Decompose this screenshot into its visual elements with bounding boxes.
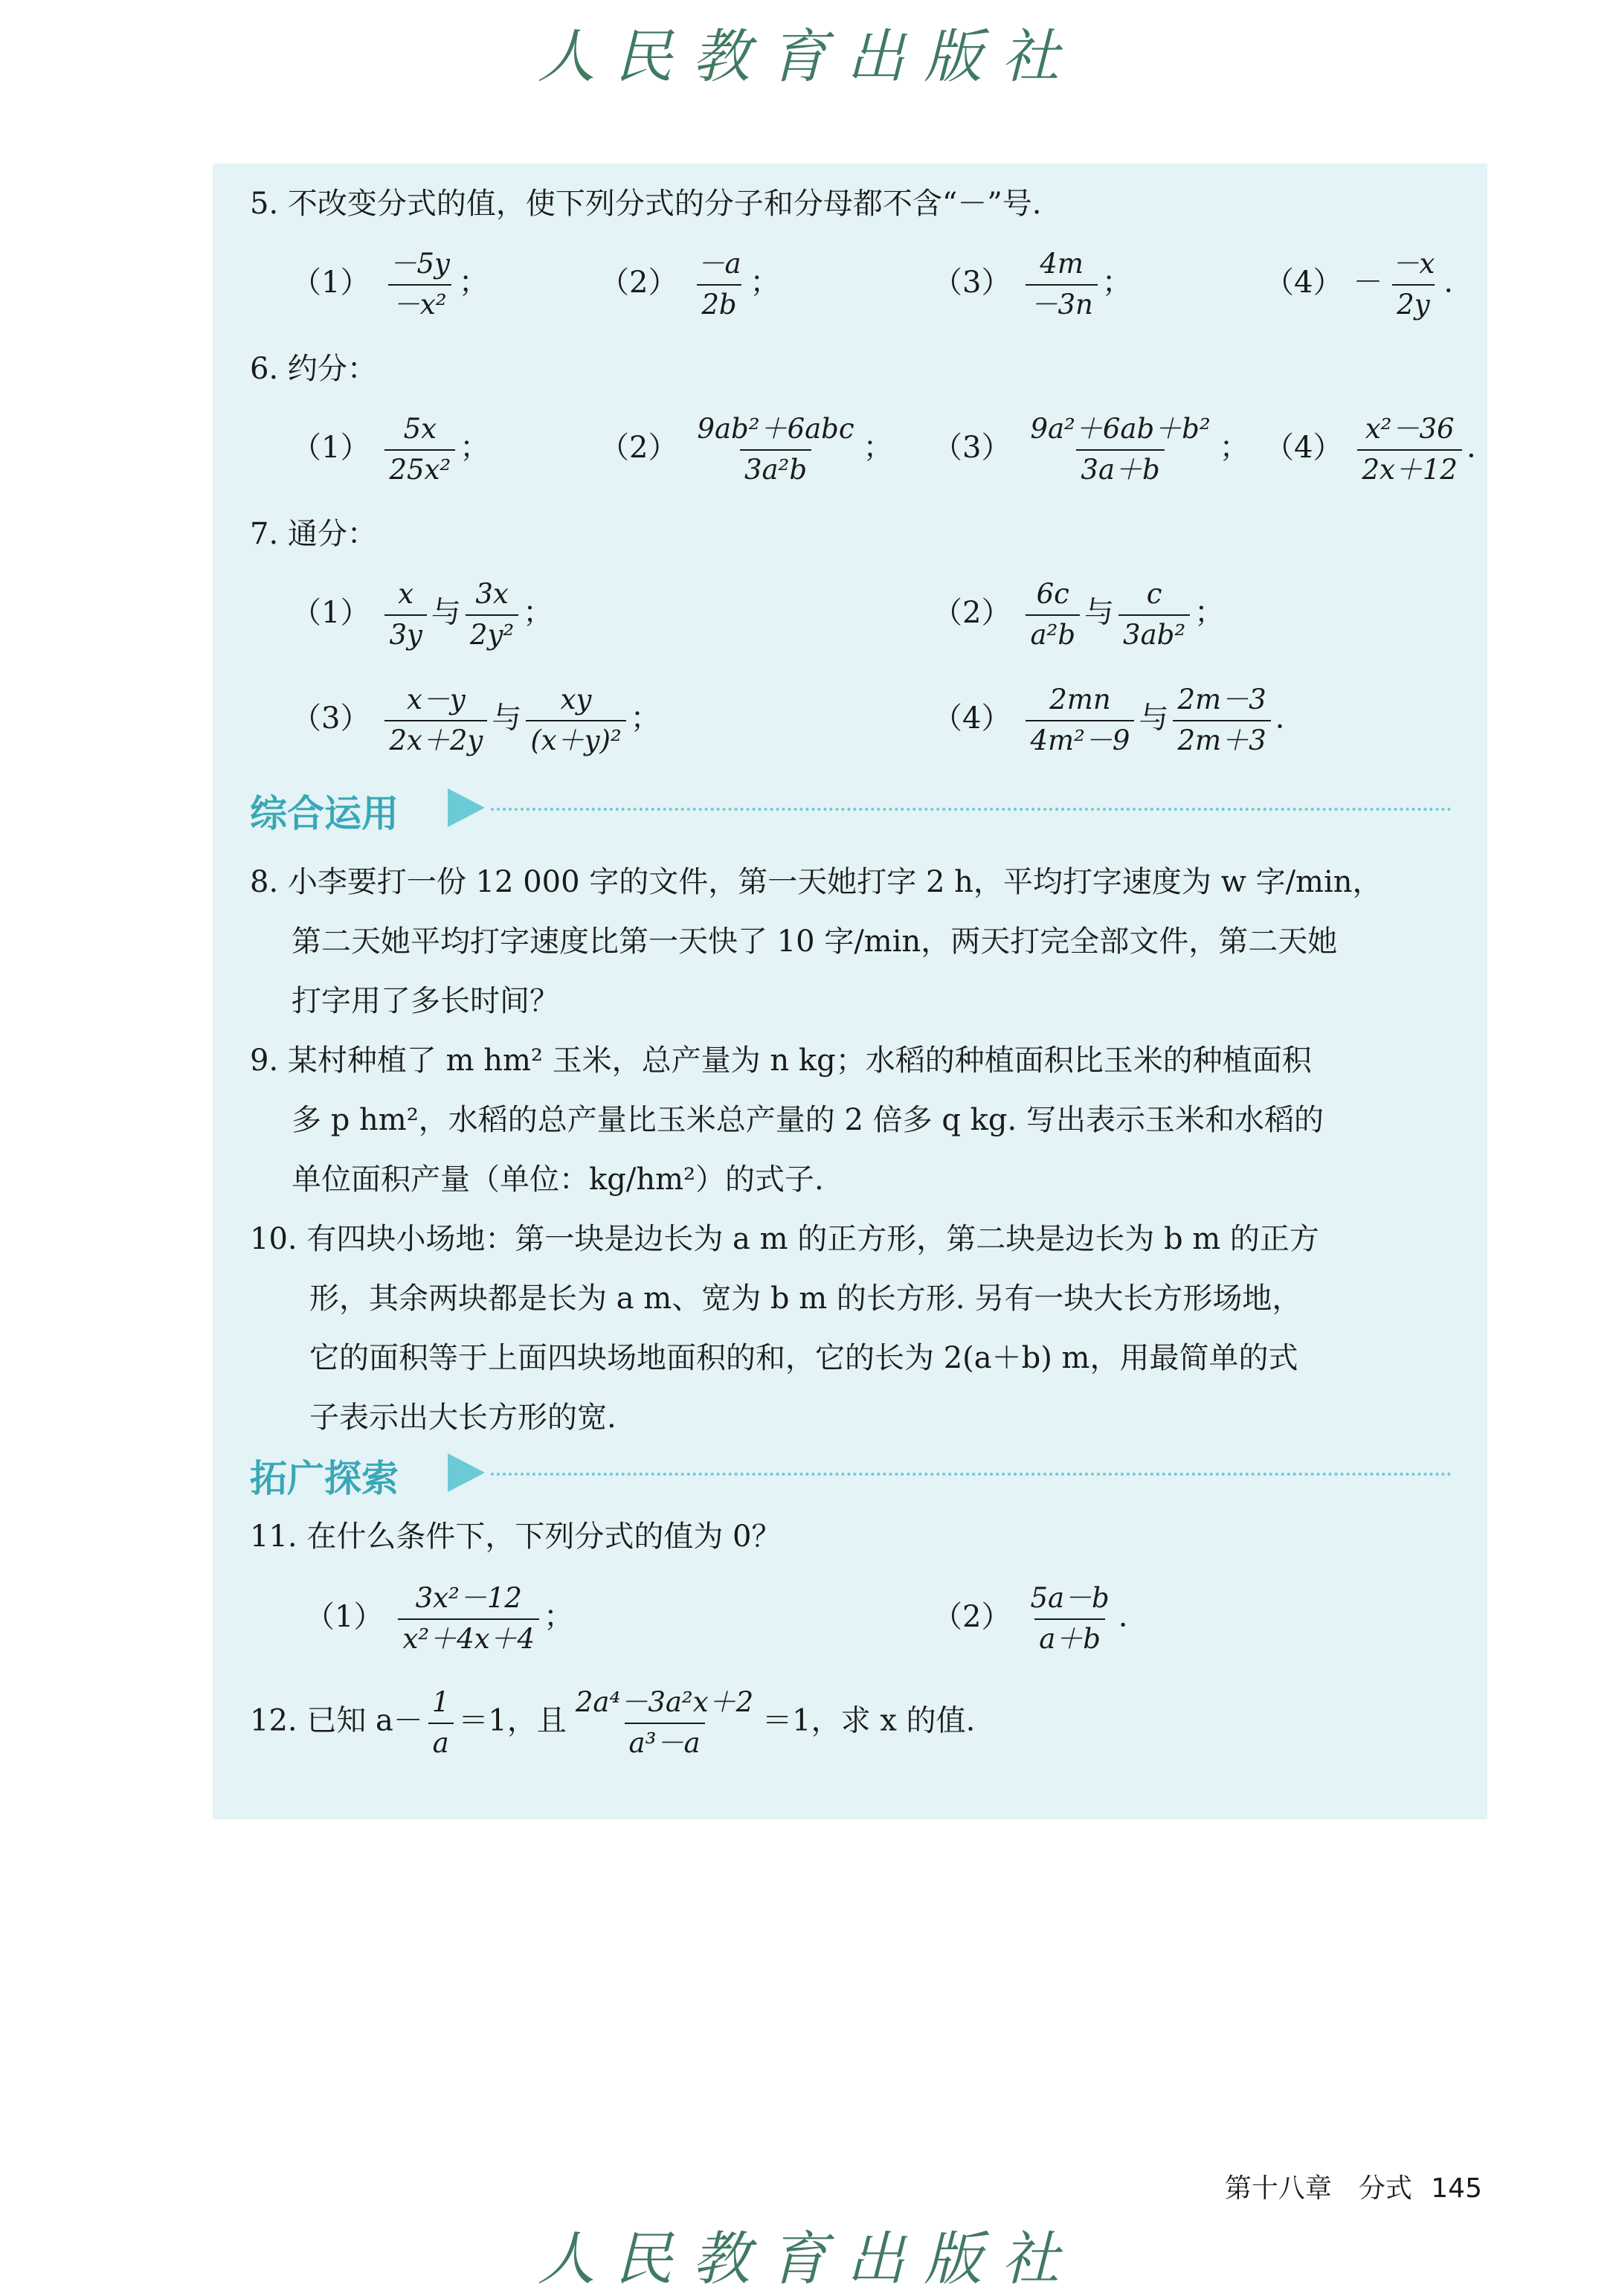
q11-stem: 11. 在什么条件下，下列分式的值为 0？ <box>250 1520 782 1554</box>
fraction <box>398 1583 539 1655</box>
item-suffix: ； <box>544 1599 574 1634</box>
item-label: （3） <box>933 430 1011 465</box>
numerator: 6c <box>1036 578 1069 610</box>
section-arrow-icon <box>448 788 485 827</box>
numerator: 3x²－12 <box>415 1582 522 1614</box>
q7-item-4 <box>933 684 1284 756</box>
item-label: （3） <box>292 701 370 736</box>
item-label: （1） <box>305 1599 384 1634</box>
connector-text: 与 <box>431 595 461 630</box>
q10-line-3: 它的面积等于上面四块场地面积的和，它的长为 2(a＋b) m，用最简单的式 <box>309 1341 1298 1375</box>
denominator: a <box>428 1723 454 1760</box>
fraction <box>384 579 426 651</box>
item-prefix: － <box>1353 265 1383 300</box>
denominator: 2m＋3 <box>1173 720 1270 757</box>
fraction <box>384 248 454 321</box>
item-suffix: ； <box>1101 265 1132 300</box>
q9-line-3: 单位面积产量（单位：kg/hm²）的式子. <box>292 1163 824 1197</box>
q10-line-4: 子表示出大长方形的宽. <box>309 1401 617 1435</box>
item-label: （2） <box>599 430 678 465</box>
fraction <box>1387 248 1439 321</box>
denominator: 25x² <box>384 449 455 486</box>
q6-item-2 <box>599 414 893 486</box>
fraction <box>384 414 455 486</box>
denominator: 2y <box>1392 284 1434 321</box>
numerator: 3x <box>475 578 509 610</box>
item-label: （2） <box>599 265 678 300</box>
q12-prefix: 12. 已知 a－ <box>250 1703 423 1738</box>
section-heading-exploration: 拓广探索 <box>250 1457 399 1500</box>
fraction <box>1118 579 1190 651</box>
fraction <box>571 1687 758 1759</box>
numerator: 5a－b <box>1030 1582 1110 1614</box>
item-suffix: ； <box>630 701 660 736</box>
q7-item-1 <box>292 579 553 651</box>
item-suffix: . <box>1443 265 1454 300</box>
fraction <box>1026 684 1134 756</box>
q9-text <box>250 1031 1469 1209</box>
item-suffix: ； <box>1194 595 1225 630</box>
denominator: 2x＋2y <box>384 720 487 757</box>
q12-mid: ＝1，且 <box>458 1703 567 1738</box>
item-label: （1） <box>292 595 370 630</box>
denominator: 3y <box>384 614 426 652</box>
denominator: 3ab² <box>1118 614 1190 652</box>
q11-item-2 <box>933 1583 1127 1655</box>
item-label: （4） <box>1264 430 1343 465</box>
section-arrow-icon <box>448 1453 485 1492</box>
item-suffix: . <box>1466 430 1476 465</box>
denominator: －3n <box>1026 284 1097 321</box>
connector-text: 与 <box>1139 701 1169 736</box>
denominator: 2y² <box>466 614 518 652</box>
item-label: （1） <box>292 265 370 300</box>
numerator: 4m <box>1040 248 1084 280</box>
fraction <box>428 1687 454 1759</box>
section-heading-application: 综合运用 <box>250 792 399 835</box>
q10-line-1: 10. 有四块小场地：第一块是边长为 a m 的正方形，第二块是边长为 b m 的正方 <box>250 1222 1319 1256</box>
numerator: 9a²＋6ab＋b² <box>1030 413 1211 445</box>
q7-item-3 <box>292 684 660 756</box>
q5-item-1 <box>292 248 489 321</box>
publisher-watermark-top: 人民教育出版社 <box>537 24 1079 91</box>
numerator: c <box>1146 578 1162 610</box>
q8-line-2: 第二天她平均打字速度比第一天快了 10 字/min，两天打完全部文件，第二天她 <box>292 924 1338 959</box>
q10-text <box>250 1209 1469 1447</box>
q8-line-3: 打字用了多长时间？ <box>292 984 559 1018</box>
section-divider <box>491 808 1452 811</box>
fraction <box>1026 1583 1113 1655</box>
fraction <box>526 684 625 756</box>
q6-item-4 <box>1264 414 1476 486</box>
q9-line-1: 9. 某村种植了 m hm² 玉米，总产量为 n kg；水稻的种植面积比玉米的种植面积 <box>250 1044 1312 1078</box>
item-suffix: ； <box>458 265 489 300</box>
page-number: 145 <box>1431 2173 1482 2204</box>
q5-item-3 <box>933 248 1132 321</box>
fraction <box>1357 414 1462 486</box>
connector-text: 与 <box>492 701 522 736</box>
q5-item-4 <box>1264 248 1453 321</box>
denominator: a³－a <box>625 1723 705 1760</box>
denominator: 2b <box>697 284 741 321</box>
fraction <box>384 684 487 756</box>
chapter-label: 第十八章 分式 <box>1224 2173 1412 2204</box>
q10-line-2: 形，其余两块都是长为 a m、宽为 b m 的长方形. 另有一块大长方形场地， <box>309 1282 1302 1316</box>
numerator: xy <box>560 684 592 716</box>
q12-suffix: ＝1，求 x 的值. <box>762 1703 976 1738</box>
numerator: x²－36 <box>1365 413 1455 445</box>
fraction <box>692 414 858 486</box>
item-label: （4） <box>1264 265 1343 300</box>
numerator: 2mn <box>1049 684 1111 716</box>
fraction <box>466 579 518 651</box>
fraction <box>1026 414 1214 486</box>
item-suffix: ； <box>863 430 893 465</box>
denominator: a＋b <box>1034 1618 1105 1656</box>
q5-item-2 <box>599 248 780 321</box>
q12-text <box>250 1687 975 1759</box>
fraction <box>1026 579 1080 651</box>
denominator: a²b <box>1026 614 1080 652</box>
denominator: (x＋y)² <box>526 720 625 757</box>
numerator: 2a⁴－3a²x＋2 <box>575 1686 754 1718</box>
item-suffix: . <box>1118 1599 1128 1634</box>
numerator: 5x <box>403 413 437 445</box>
publisher-watermark-bottom: 人民教育出版社 <box>537 2226 1079 2293</box>
item-label: （2） <box>933 595 1011 630</box>
q8-text <box>250 852 1469 1031</box>
fraction <box>1173 684 1270 756</box>
denominator: x²＋4x＋4 <box>398 1618 539 1656</box>
item-suffix: ； <box>750 265 780 300</box>
item-suffix: ； <box>460 430 490 465</box>
item-label: （1） <box>292 430 370 465</box>
item-suffix: . <box>1275 701 1285 736</box>
q8-line-1: 8. 小李要打一份 12 000 字的文件，第一天她打字 2 h，平均打字速度为 w 字/min， <box>250 865 1382 899</box>
numerator: 9ab²＋6abc <box>697 413 854 445</box>
denominator: 3a＋b <box>1076 449 1164 486</box>
numerator: －x <box>1391 248 1435 280</box>
denominator: 3a²b <box>740 449 811 486</box>
fraction <box>692 248 745 321</box>
section-divider <box>491 1473 1452 1476</box>
q11-item-1 <box>305 1583 573 1655</box>
item-label: （2） <box>933 1599 1011 1634</box>
page-footer <box>1225 2167 1482 2205</box>
connector-text: 与 <box>1084 595 1115 630</box>
numerator: x－y <box>406 684 466 716</box>
denominator: －x² <box>388 284 451 321</box>
q6-stem: 6. 约分： <box>250 352 377 386</box>
denominator: 2x＋12 <box>1357 449 1462 486</box>
item-label: （4） <box>933 701 1011 736</box>
denominator: 4m²－9 <box>1026 720 1134 757</box>
numerator: 2m－3 <box>1177 684 1266 716</box>
fraction <box>1026 248 1097 321</box>
item-label: （3） <box>933 265 1011 300</box>
q7-stem: 7. 通分： <box>250 517 377 551</box>
q6-item-1 <box>292 414 489 486</box>
numerator: －a <box>697 248 741 280</box>
numerator: 1 <box>431 1686 450 1718</box>
item-suffix: ； <box>1219 430 1249 465</box>
q7-item-2 <box>933 579 1224 651</box>
q6-item-3 <box>933 414 1249 486</box>
item-suffix: ； <box>523 595 553 630</box>
q9-line-2: 多 p hm²，水稻的总产量比玉米总产量的 2 倍多 q kg. 写出表示玉米和水稻的 <box>292 1103 1324 1137</box>
numerator: x <box>398 578 414 610</box>
q5-stem: 5. 不改变分式的值，使下列分式的分子和分母都不含“－”号. <box>250 187 1042 221</box>
numerator: －5y <box>389 248 450 280</box>
